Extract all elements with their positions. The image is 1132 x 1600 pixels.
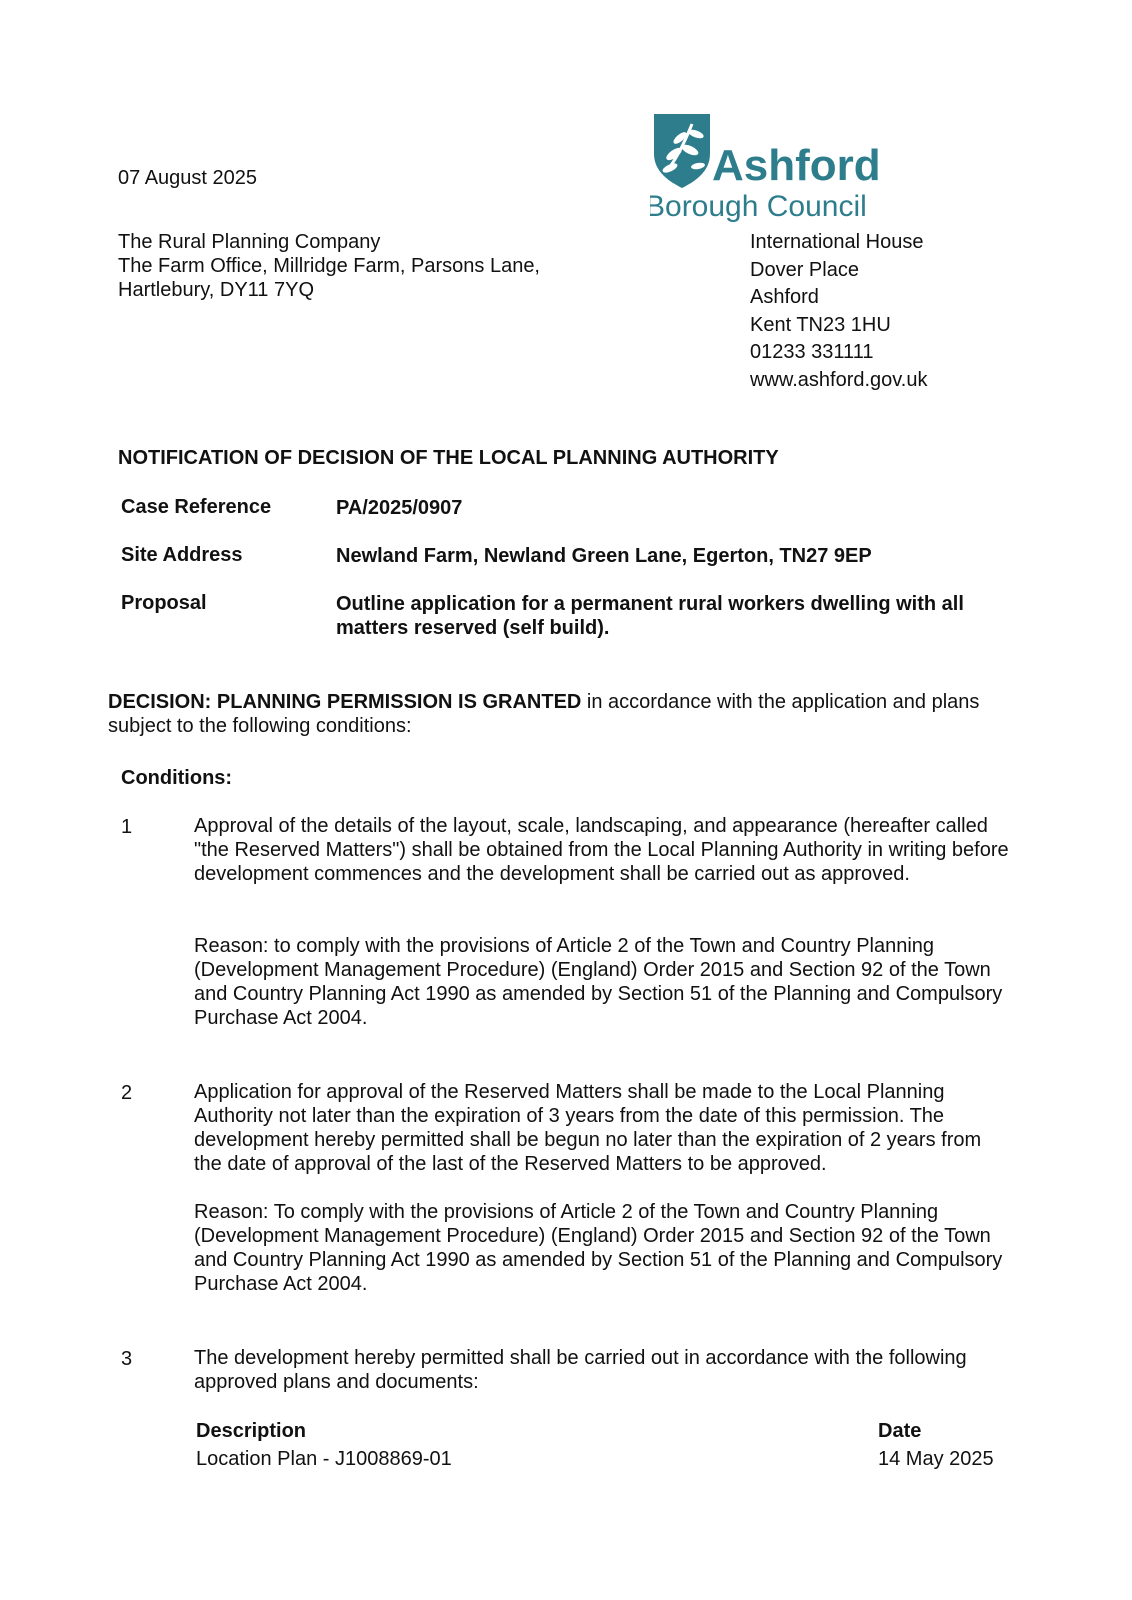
decision-bold: DECISION: PLANNING PERMISSION IS GRANTED xyxy=(108,691,582,713)
council-address xyxy=(750,229,928,394)
decision-rest: in accordance with the application and plans subject to the following conditions: xyxy=(108,691,980,737)
decision-statement xyxy=(108,690,1048,738)
condition-reason: Reason: to comply with the provisions of Article 2 of the Town and Country Planning (Development Management Procedure) (England) Order 2015 and Section 92 of the Town and Country Planning Act 1990 as amended by Section 51 of the Planning and Compulsory Purchase Act 2004. xyxy=(194,935,1003,1029)
condition-text: Approval of the details of the layout, scale, landscaping, and appearance (hereafter called "the Reserved Matters") shall be obtained from the Local Planning Authority in writing before development commences and the development shall be carried out as approved. xyxy=(194,815,1009,885)
plans-table-header-description: Description xyxy=(196,1420,307,1442)
council-address-line: Dover Place xyxy=(750,258,859,281)
recipient-line: The Farm Office, Millridge Farm, Parsons Lane, xyxy=(118,255,540,277)
condition-text: The development hereby permitted shall be carried out in accordance with the following approved plans and documents: xyxy=(194,1347,967,1393)
proposal-label: Proposal xyxy=(121,592,207,614)
recipient-line: The Rural Planning Company xyxy=(118,231,381,253)
council-crest-icon xyxy=(650,114,910,222)
plans-table-cell-date: 14 May 2025 xyxy=(878,1448,994,1470)
case-reference-value: PA/2025/0907 xyxy=(336,497,463,519)
condition-reason: Reason: To comply with the provisions of Article 2 of the Town and Country Planning (Development Management Procedure) (England) Order 2015 and Section 92 of the Town and Country Planning Act 1990 as amended by Section 51 of the Planning and Compulsory Purchase Act 2004. xyxy=(194,1201,1003,1295)
plans-table-cell-description: Location Plan - J1008869-01 xyxy=(196,1448,452,1470)
logo-word-borough-council: Borough Council xyxy=(650,190,867,222)
proposal-value: Outline application for a permanent rural workers dwelling with all matters reserved (self build). xyxy=(336,593,964,639)
case-reference-label: Case Reference xyxy=(121,496,272,518)
condition-number: 1 xyxy=(121,816,133,838)
condition-number: 2 xyxy=(121,1082,133,1104)
council-phone: 01233 331111 xyxy=(750,341,874,363)
council-address-line: Kent TN23 1HU xyxy=(750,313,891,336)
council-website: www.ashford.gov.uk xyxy=(750,368,928,391)
recipient-address xyxy=(118,230,540,302)
site-address-label: Site Address xyxy=(121,544,243,566)
council-address-line: International House xyxy=(750,231,924,253)
logo-word-ashford: Ashford xyxy=(712,141,881,190)
condition-number: 3 xyxy=(121,1348,133,1370)
site-address-value: Newland Farm, Newland Green Lane, Egerton, TN27 9EP xyxy=(336,545,872,567)
plans-table-header-date: Date xyxy=(878,1420,922,1442)
condition-text: Application for approval of the Reserved Matters shall be made to the Local Planning Authority not later than the expiration of 3 years from the date of this permission. The development hereby permitted shall be begun no later than the expiration of 2 years from the date of approval of the last of the Reserved Matters to be approved. xyxy=(194,1081,982,1175)
council-address-line: Ashford xyxy=(750,286,819,308)
letter-date: 07 August 2025 xyxy=(118,167,258,189)
notice-heading: NOTIFICATION OF DECISION OF THE LOCAL PLANNING AUTHORITY xyxy=(118,447,779,469)
council-logo xyxy=(650,114,910,222)
conditions-heading: Conditions: xyxy=(121,767,233,789)
recipient-line: Hartlebury, DY11 7YQ xyxy=(118,279,315,301)
